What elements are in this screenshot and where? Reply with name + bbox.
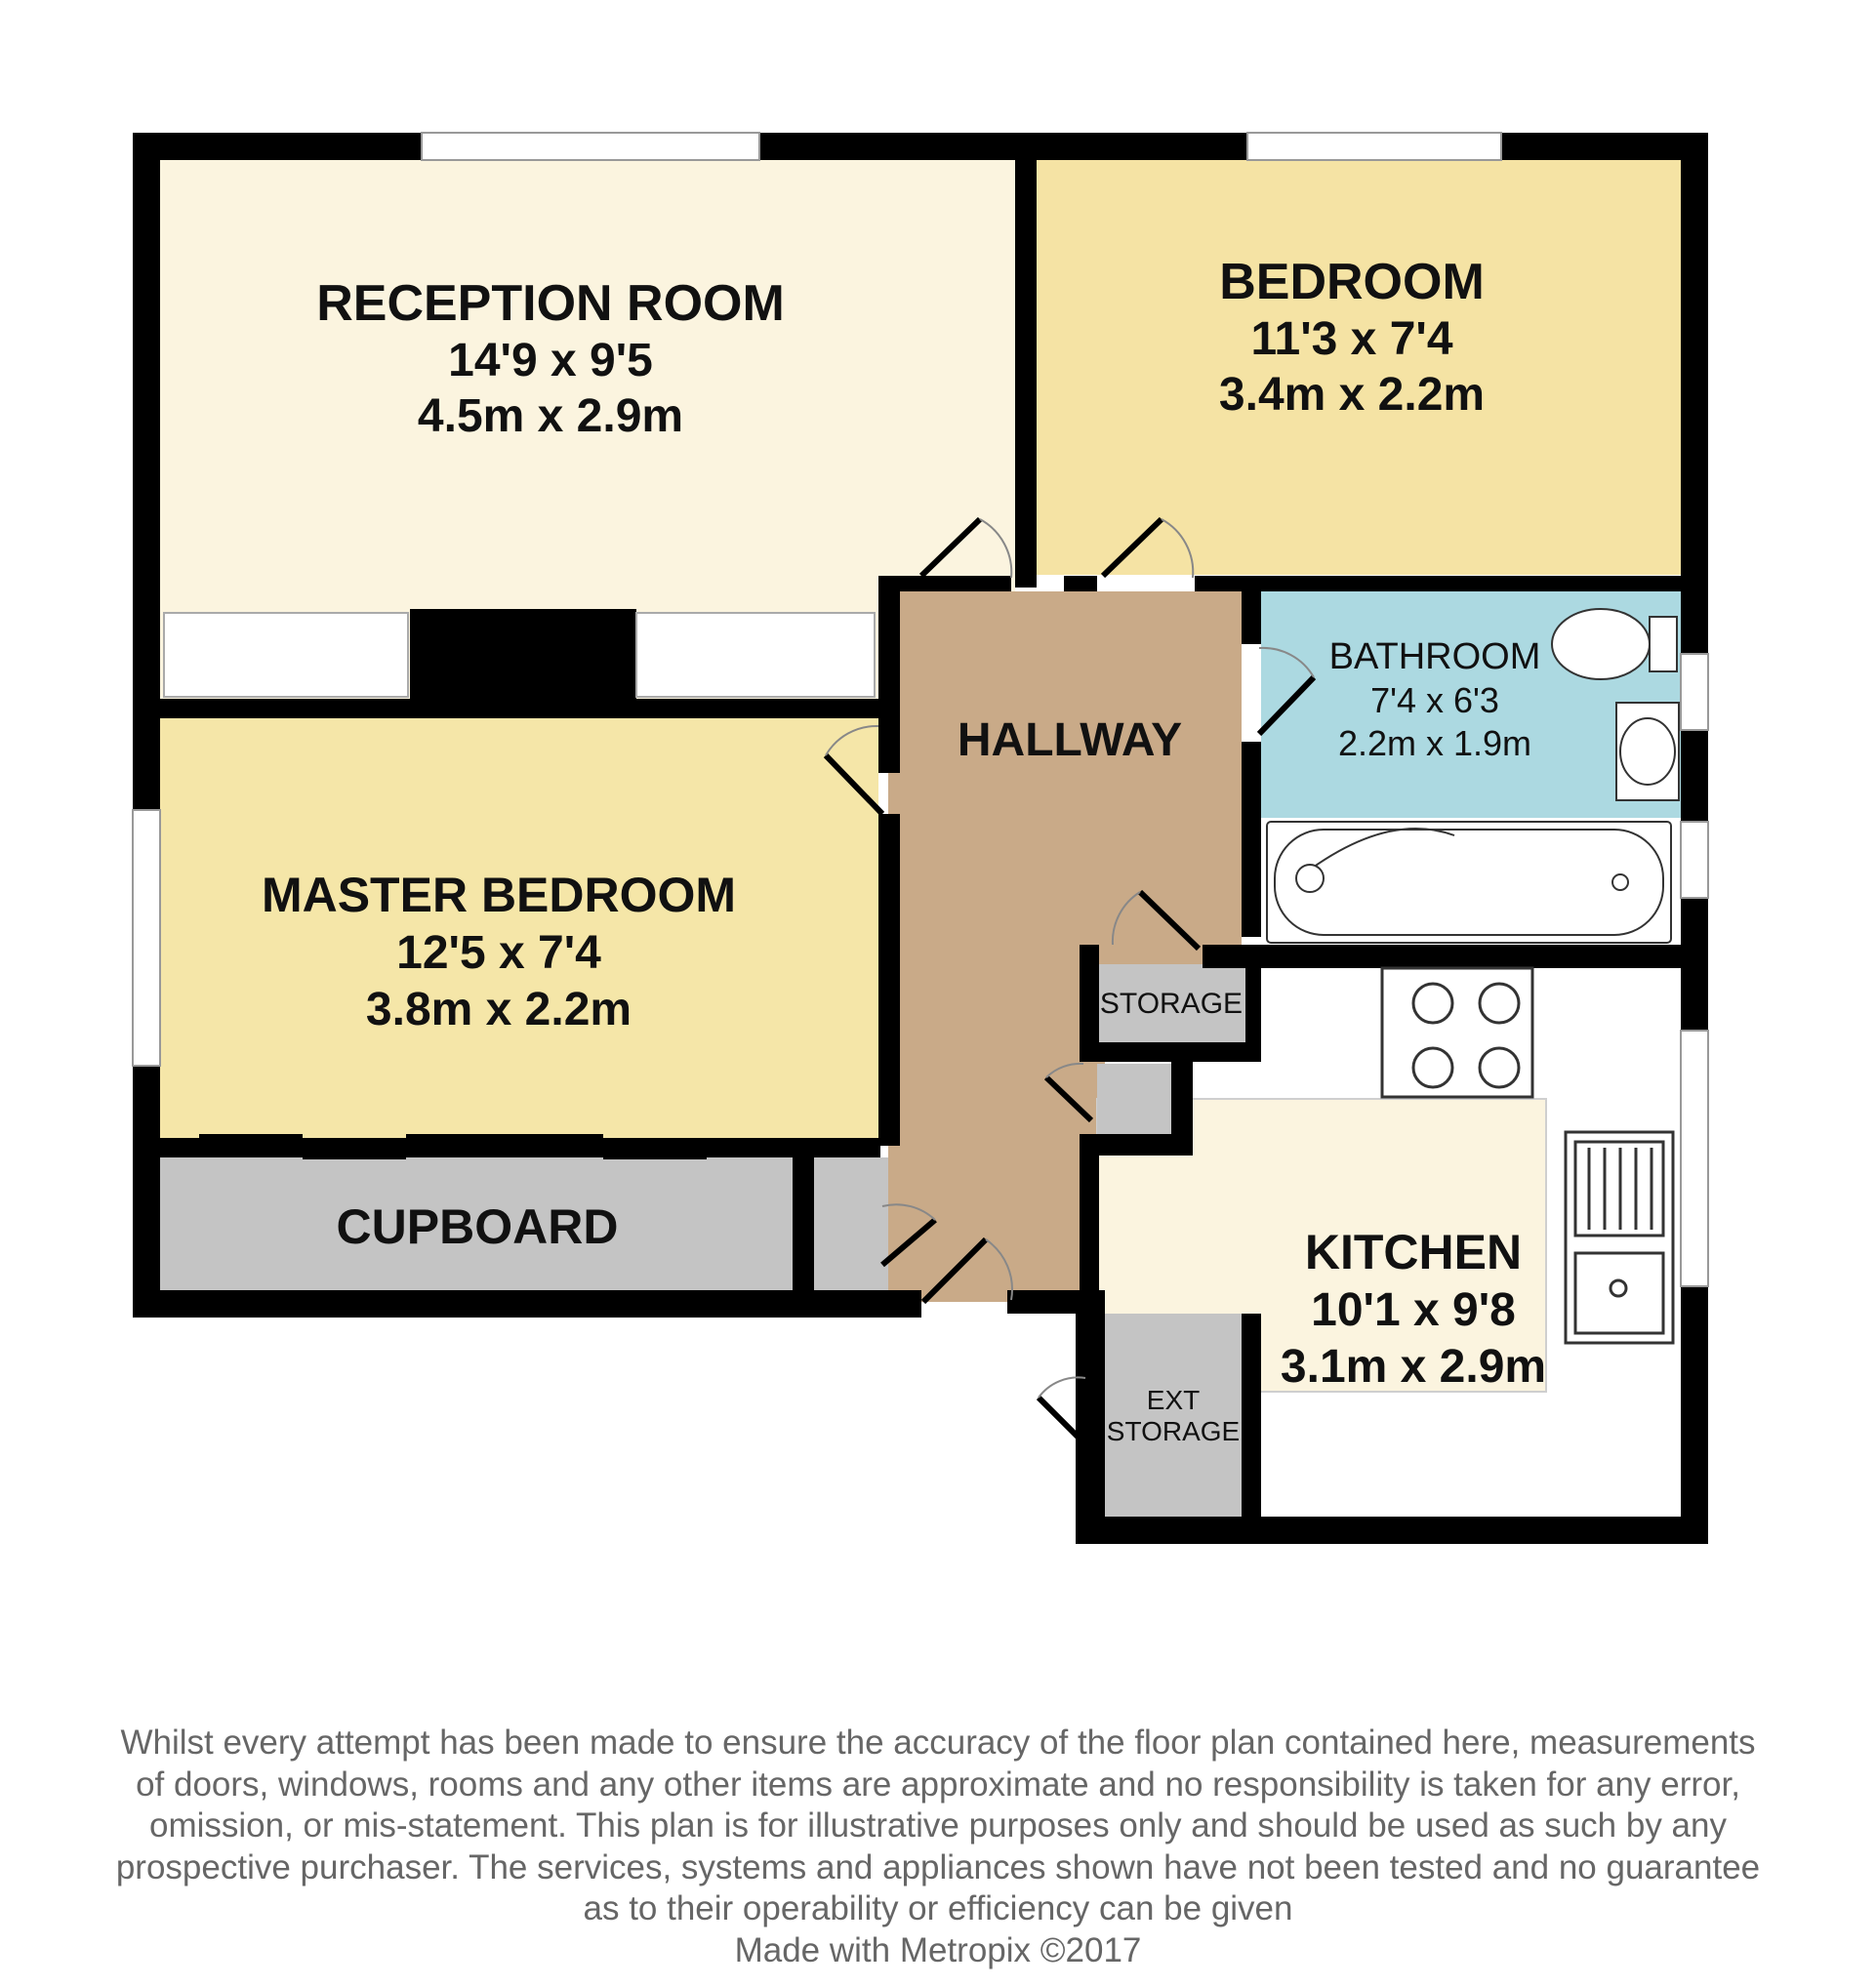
master-bedroom-imperial: 12'5 x 7'4 — [396, 927, 601, 979]
disclaimer-line: as to their operability or efficiency can be given — [583, 1889, 1293, 1927]
bathroom-imperial: 7'4 x 6'3 — [1370, 680, 1499, 720]
reception-fireplace — [410, 609, 636, 699]
kitchen-imperial: 10'1 x 9'8 — [1311, 1284, 1516, 1336]
hob-icon — [1382, 968, 1532, 1097]
reception-room-metric: 4.5m x 2.9m — [417, 390, 684, 442]
disclaimer — [59, 1723, 1817, 1971]
reception-bench-right — [636, 613, 875, 697]
reception-room-imperial: 14'9 x 9'5 — [448, 335, 653, 386]
bedroom-imperial: 11'3 x 7'4 — [1250, 313, 1453, 365]
cupboard-small-floor — [814, 1157, 888, 1290]
bedroom-metric: 3.4m x 2.2m — [1218, 369, 1486, 421]
ext-storage-name-line1: EXT — [1146, 1385, 1201, 1415]
disclaimer-line: of doors, windows, rooms and any other items are approximate and no responsibility is taken for any error, — [136, 1764, 1740, 1804]
metropix-credit: Made with Metropix ©2017 — [734, 1930, 1142, 1969]
storage-name: STORAGE — [1099, 988, 1244, 1020]
disclaimer-line: omission, or mis-statement. This plan is for illustrative purposes only and should be used as such by any — [149, 1806, 1727, 1845]
kitchen-metric: 3.1m x 2.9m — [1280, 1341, 1547, 1393]
disclaimer-line: prospective purchaser. The services, systems and appliances shown have not been tested and no guarantee — [115, 1847, 1761, 1886]
ext-storage-name-line2: STORAGE — [1106, 1416, 1241, 1446]
bedroom-floor — [1037, 160, 1681, 575]
reception-bench-left — [164, 613, 408, 697]
hallway-name: HALLWAY — [957, 714, 1183, 766]
cupboard-name: CUPBOARD — [336, 1199, 619, 1254]
bedroom-name: BEDROOM — [1219, 254, 1485, 310]
kitchen-name: KITCHEN — [1304, 1225, 1523, 1279]
master-bedroom-name: MASTER BEDROOM — [261, 868, 737, 922]
disclaimer-line: Whilst every attempt has been made to ensure the accuracy of the floor plan contained here, measurements — [120, 1723, 1756, 1762]
reception-room-name: RECEPTION ROOM — [316, 275, 785, 332]
bathroom-metric: 2.2m x 1.9m — [1337, 723, 1532, 763]
bathroom-name: BATHROOM — [1328, 636, 1541, 677]
meter-floor — [1097, 1064, 1171, 1134]
ext-storage-floor — [1105, 1314, 1242, 1517]
toilet-icon — [1552, 609, 1650, 679]
sink-icon — [1566, 1132, 1673, 1343]
master-bedroom-metric: 3.8m x 2.2m — [365, 984, 632, 1035]
